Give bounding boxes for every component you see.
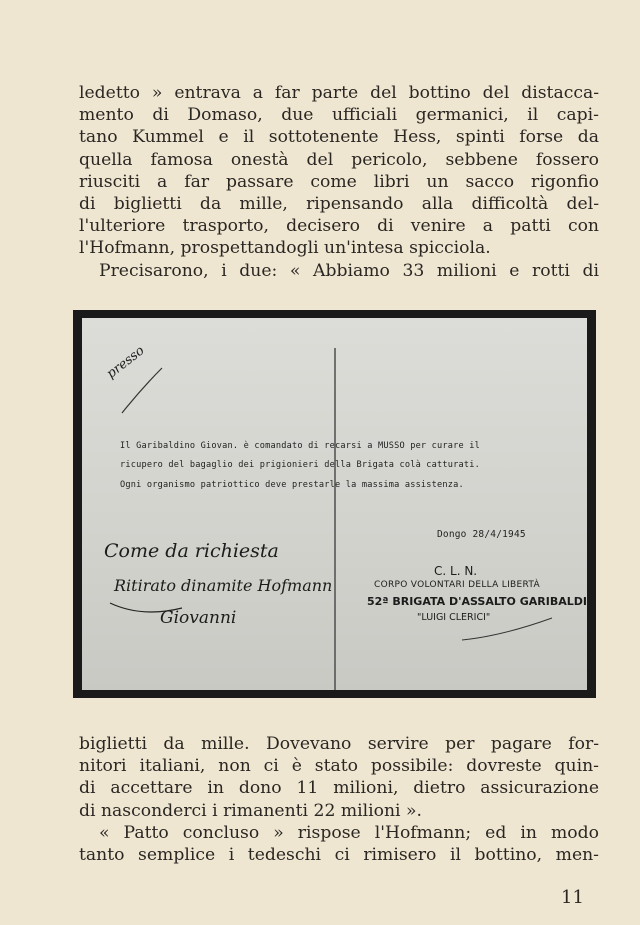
text-line: di nasconderci i rimanenti 22 milioni ». bbox=[79, 800, 422, 821]
stamp-cln: C. L. N. bbox=[434, 564, 478, 578]
handwritten-signature: Giovanni bbox=[160, 608, 237, 628]
page-number: 11 bbox=[561, 887, 584, 908]
document-sheet bbox=[82, 318, 587, 690]
paragraph-precisarono bbox=[79, 260, 599, 282]
stamp-brigata: 52ª BRIGATA D'ASSALTO GARIBALDI bbox=[367, 595, 587, 608]
pen-strokes bbox=[82, 318, 587, 690]
text-line: biglietti da mille. Dovevano servire per pagare for- bbox=[79, 734, 599, 754]
text-line: riusciti a far passare come libri un sacco rigonfio bbox=[79, 171, 599, 192]
text-line: l'Hofmann, prospettandogli un'intesa spicciola. bbox=[79, 238, 491, 259]
text-line: ledetto » entrava a far parte del bottino del distacca- bbox=[79, 83, 599, 103]
paragraph-continuation bbox=[79, 82, 599, 260]
paragraph-biglietti bbox=[79, 733, 599, 822]
text-line: Precisarono, i due: « Abbiamo 33 milioni e rotti di bbox=[99, 260, 599, 281]
typed-line: Ogni organismo patriottico deve prestarle la massima assistenza. bbox=[120, 480, 464, 490]
handwritten-note: Ritirato dinamite Hofmann bbox=[114, 576, 333, 595]
paragraph-patto-concluso bbox=[79, 822, 599, 866]
typed-line: ricupero del bagaglio dei prigionieri della Brigata colà catturati. bbox=[120, 460, 481, 470]
bottom-text-block bbox=[79, 733, 599, 866]
text-line: mento di Domaso, due ufficiali germanici, il capi- bbox=[79, 105, 599, 126]
text-line: quella famosa onestà del pericolo, sebbene fossero bbox=[79, 149, 599, 170]
document-photograph bbox=[73, 310, 596, 698]
text-line: tanto semplice i tedeschi ci rimisero il bottino, men- bbox=[79, 845, 599, 866]
top-text-block bbox=[79, 82, 599, 282]
handwritten-note: Come da richiesta bbox=[104, 540, 279, 562]
text-line: tano Kummel e il sottotenente Hess, spinti forse da bbox=[79, 127, 599, 148]
text-line: di accettare in dono 11 milioni, dietro assicurazione bbox=[79, 778, 599, 799]
stamp-luigi-clerici: "LUIGI CLERICI" bbox=[417, 612, 491, 623]
place-date: Dongo 28/4/1945 bbox=[437, 529, 526, 540]
text-line: di biglietti da mille, ripensando alla difficoltà del- bbox=[79, 194, 599, 215]
corner-handwriting: presso bbox=[104, 343, 148, 382]
typed-line: Il Garibaldino Giovan. è comandato di recarsi a MUSSO per curare il bbox=[120, 441, 481, 451]
text-line: nitori italiani, non ci è stato possibile: dovreste quin- bbox=[79, 756, 599, 777]
text-line: l'ulteriore trasporto, decisero di venire a patti con bbox=[79, 216, 599, 237]
text-line: « Patto concluso » rispose l'Hofmann; ed in modo bbox=[99, 822, 599, 843]
stamp-corpo-volontari: CORPO VOLONTARI DELLA LIBERTÀ bbox=[374, 580, 540, 590]
